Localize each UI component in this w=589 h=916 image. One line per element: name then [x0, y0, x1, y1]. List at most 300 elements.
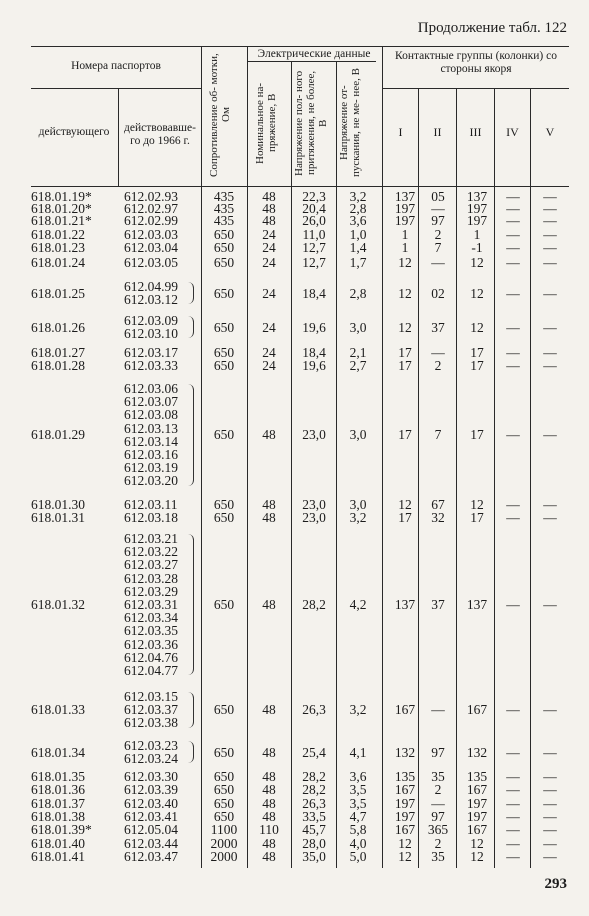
cell-n: 48: [262, 201, 276, 216]
contact-group-cell: 12: [398, 255, 412, 270]
contact-group-cell: —: [506, 227, 520, 242]
cell-n: 24: [262, 285, 276, 301]
contact-group-cell: -1: [471, 240, 483, 255]
old-passport-number: 612.03.08: [124, 407, 178, 423]
contact-group-cell: 17: [398, 510, 412, 525]
contact-group-cell: 12: [470, 836, 484, 851]
cell-p: 18,4: [302, 345, 326, 360]
cell-n: 24: [262, 240, 276, 255]
contact-group-cell: 12: [398, 849, 412, 864]
cell-n: 48: [262, 744, 276, 760]
cell-o: 1,0: [349, 227, 367, 242]
contact-group-cell: 12: [470, 285, 484, 301]
contact-group-cell: —: [506, 809, 520, 824]
contact-group-cell: 97: [431, 213, 445, 228]
contact-group-cell: 02: [431, 285, 445, 301]
cell-n: 24: [262, 319, 276, 335]
group-brace: [187, 282, 194, 304]
cell-r: 2000: [210, 849, 238, 864]
contact-group-cell: —: [543, 796, 557, 811]
old-passport-number: 612.03.04: [124, 240, 178, 255]
cell-n: 48: [262, 796, 276, 811]
group-brace: [187, 692, 194, 728]
contact-group-cell: —: [543, 497, 557, 512]
contact-group-cell: —: [431, 796, 445, 811]
contact-group-cell: 1: [473, 227, 481, 242]
old-passport-number: 612.04.76: [124, 649, 178, 665]
cell-r: 650: [213, 782, 235, 797]
cell-p: 25,4: [302, 744, 326, 760]
current-passport-number: 618.01.35: [31, 769, 85, 784]
contact-group-cell: —: [506, 255, 520, 270]
contact-group-cell: 17: [470, 510, 484, 525]
contact-group-cell: —: [431, 201, 445, 216]
old-passport-number: 612.03.24: [124, 751, 178, 767]
contact-group-cell: —: [543, 822, 557, 837]
cell-o: 4,1: [349, 744, 367, 760]
cell-p: 28,2: [302, 597, 326, 612]
current-passport-number: 618.01.22: [31, 227, 85, 242]
header-contact-IV: IV: [506, 125, 519, 139]
cell-p: 19,6: [302, 319, 326, 335]
contact-group-cell: —: [431, 702, 445, 718]
cell-p: 22,3: [302, 189, 326, 204]
contact-group-cell: —: [506, 510, 520, 525]
contact-group-cell: —: [543, 345, 557, 360]
cell-p: 35,0: [302, 849, 326, 864]
contact-group-cell: —: [431, 255, 445, 270]
old-passport-number: 612.03.44: [124, 836, 178, 851]
cell-n: 48: [262, 809, 276, 824]
cell-p: 23,0: [302, 427, 326, 443]
cell-o: 1,4: [349, 240, 367, 255]
cell-o: 3,0: [349, 427, 367, 443]
contact-group-cell: —: [543, 285, 557, 301]
header-resistance: Сопротивление об- мотки, Ом: [208, 53, 232, 177]
old-passport-number: 612.02.97: [124, 201, 178, 216]
current-passport-number: 618.01.28: [31, 358, 85, 373]
header-contact-III: III: [469, 125, 482, 139]
cell-p: 18,4: [302, 285, 326, 301]
cell-n: 48: [262, 702, 276, 718]
contact-group-cell: 37: [431, 319, 445, 335]
cell-p: 19,6: [302, 358, 326, 373]
contact-group-cell: —: [543, 227, 557, 242]
current-passport-number: 618.01.26: [31, 319, 85, 335]
cell-r: 650: [213, 285, 235, 301]
contact-group-cell: 35: [431, 849, 445, 864]
contact-group-cell: 137: [394, 597, 416, 612]
contact-group-cell: 1: [401, 227, 409, 242]
cell-n: 48: [262, 782, 276, 797]
contact-group-cell: 197: [466, 201, 488, 216]
current-passport-number: 618.01.40: [31, 836, 85, 851]
cell-o: 2,8: [349, 201, 367, 216]
group-brace: [187, 741, 194, 763]
contact-group-cell: 1: [401, 240, 409, 255]
header-before-1966: действовавше- го до 1966 г.: [124, 122, 196, 147]
cell-r: 650: [213, 769, 235, 784]
old-passport-number: 612.03.18: [124, 510, 178, 525]
current-passport-number: 618.01.38: [31, 809, 85, 824]
contact-group-cell: 132: [466, 744, 488, 760]
col-divider: [336, 61, 337, 868]
old-passport-number: 612.03.47: [124, 849, 178, 864]
current-passport-number: 618.01.30: [31, 497, 85, 512]
contact-group-cell: —: [506, 358, 520, 373]
contact-group-cell: —: [543, 782, 557, 797]
cell-r: 650: [213, 319, 235, 335]
header-pull-in: Напряжение пол- ного притяжения, не более, В: [293, 70, 329, 176]
contact-group-cell: 2: [434, 836, 442, 851]
contact-group-cell: 97: [431, 744, 445, 760]
contact-group-cell: 05: [431, 189, 445, 204]
contact-group-cell: 17: [398, 358, 412, 373]
current-passport-number: 618.01.19*: [31, 189, 92, 204]
contact-group-cell: 167: [394, 822, 416, 837]
old-passport-number: 612.03.35: [124, 623, 178, 639]
cell-o: 3,5: [349, 796, 367, 811]
current-passport-number: 618.01.20*: [31, 201, 92, 216]
contact-group-cell: —: [543, 510, 557, 525]
cell-p: 33,5: [302, 809, 326, 824]
cell-r: 650: [213, 809, 235, 824]
current-passport-number: 618.01.36: [31, 782, 85, 797]
header-contact-V: V: [545, 125, 555, 139]
contact-group-cell: 197: [394, 809, 416, 824]
header-contact-II: II: [433, 125, 442, 139]
contact-group-cell: 12: [398, 319, 412, 335]
current-passport-number: 618.01.32: [31, 597, 85, 612]
contact-group-cell: —: [543, 319, 557, 335]
current-passport-number: 618.01.27: [31, 345, 85, 360]
current-passport-number: 618.01.24: [31, 255, 85, 270]
cell-r: 650: [213, 240, 235, 255]
cell-r: 2000: [210, 836, 238, 851]
old-passport-number: 612.03.20: [124, 473, 178, 489]
contact-group-cell: —: [506, 497, 520, 512]
header-top-rule: [31, 46, 569, 47]
cell-n: 110: [259, 822, 279, 837]
old-passport-number: 612.03.37: [124, 702, 178, 718]
cell-p: 12,7: [302, 240, 326, 255]
contact-group-cell: —: [506, 189, 520, 204]
cell-o: 5,8: [349, 822, 367, 837]
contact-group-cell: —: [506, 213, 520, 228]
old-passport-number: 612.03.30: [124, 769, 178, 784]
contact-group-cell: —: [543, 358, 557, 373]
old-passport-number: 612.04.77: [124, 663, 178, 678]
contact-group-cell: —: [506, 702, 520, 718]
cell-r: 435: [213, 213, 235, 228]
contact-group-cell: —: [543, 702, 557, 718]
contact-group-cell: 12: [470, 255, 484, 270]
old-passport-number: 612.03.27: [124, 557, 178, 573]
contact-group-cell: 132: [394, 744, 416, 760]
cell-p: 23,0: [302, 510, 326, 525]
header-contacts: Контактные группы (колонки) со стороны якоря: [395, 50, 557, 75]
old-passport-number: 612.04.99: [124, 279, 178, 294]
contact-group-cell: 17: [470, 427, 484, 443]
contact-group-cell: —: [543, 189, 557, 204]
old-passport-number: 612.05.04: [124, 822, 178, 837]
cell-r: 650: [213, 510, 235, 525]
old-passport-number: 612.03.39: [124, 782, 178, 797]
cell-o: 2,7: [349, 358, 367, 373]
cell-p: 26,3: [302, 796, 326, 811]
contact-group-cell: 197: [394, 796, 416, 811]
page-number: 293: [544, 876, 567, 892]
old-passport-number: 612.03.33: [124, 358, 178, 373]
cell-r: 1100: [210, 822, 238, 837]
old-passport-number: 612.03.15: [124, 689, 178, 704]
old-passport-number: 612.03.21: [124, 531, 178, 546]
current-passport-number: 618.01.34: [31, 744, 85, 760]
current-passport-number: 618.01.39*: [31, 822, 92, 837]
contact-group-cell: 167: [466, 822, 488, 837]
old-passport-number: 612.03.40: [124, 796, 178, 811]
cell-r: 650: [213, 345, 235, 360]
header-release: Напряжение от- пускания, не ме- нее, В: [338, 68, 362, 178]
contact-group-cell: —: [543, 240, 557, 255]
contact-group-cell: —: [506, 597, 520, 612]
header-nominal: Номинальное на- пряжение, В: [254, 82, 278, 164]
cell-r: 650: [213, 597, 235, 612]
old-passport-number: 612.03.22: [124, 544, 178, 560]
current-passport-number: 618.01.29: [31, 427, 85, 443]
old-passport-number: 612.03.19: [124, 460, 178, 476]
contact-group-cell: 137: [394, 189, 416, 204]
contact-group-cell: 137: [466, 189, 488, 204]
cell-n: 24: [262, 227, 276, 242]
old-passport-number: 612.03.31: [124, 597, 178, 612]
cell-r: 435: [213, 189, 235, 204]
contact-group-cell: 167: [394, 782, 416, 797]
cell-n: 24: [262, 358, 276, 373]
col-divider: [247, 46, 248, 868]
cell-r: 650: [213, 796, 235, 811]
contact-group-cell: 17: [398, 345, 412, 360]
cell-o: 5,0: [349, 849, 367, 864]
cell-n: 48: [262, 510, 276, 525]
old-passport-number: 612.03.13: [124, 420, 178, 436]
old-passport-number: 612.03.36: [124, 636, 178, 652]
contact-group-cell: —: [543, 809, 557, 824]
header-electrical: Электрические данные: [257, 48, 371, 60]
contact-group-cell: —: [543, 201, 557, 216]
contact-group-cell: 12: [470, 497, 484, 512]
contact-group-cell: 17: [470, 345, 484, 360]
old-passport-number: 612.03.29: [124, 583, 178, 599]
contact-group-cell: 67: [431, 497, 445, 512]
old-passport-number: 612.03.10: [124, 326, 178, 342]
contact-group-cell: 167: [394, 702, 416, 718]
contact-group-cell: 197: [466, 809, 488, 824]
header-current: действующего: [38, 126, 110, 138]
old-passport-number: 612.03.17: [124, 345, 178, 360]
group-brace: [187, 384, 194, 486]
header-passports: Номера паспортов: [71, 60, 161, 72]
contact-group-cell: 197: [394, 201, 416, 216]
contact-group-cell: —: [543, 213, 557, 228]
contact-group-cell: —: [543, 597, 557, 612]
contact-group-cell: 12: [398, 836, 412, 851]
electrical-sub-rule: [248, 61, 376, 62]
current-passport-number: 618.01.23: [31, 240, 85, 255]
cell-o: 4,2: [349, 597, 367, 612]
contact-group-cell: 137: [466, 597, 488, 612]
contact-group-cell: 12: [398, 285, 412, 301]
cell-r: 650: [213, 227, 235, 242]
current-passport-number: 618.01.25: [31, 285, 85, 301]
contact-group-cell: —: [506, 744, 520, 760]
contact-group-cell: —: [506, 319, 520, 335]
old-passport-number: 612.03.11: [124, 497, 178, 512]
passports-sub-rule: [31, 88, 201, 89]
contact-group-cell: —: [506, 240, 520, 255]
cell-r: 650: [213, 497, 235, 512]
contact-group-cell: —: [506, 836, 520, 851]
old-passport-number: 612.03.16: [124, 447, 178, 462]
cell-o: 3,2: [349, 189, 367, 204]
cell-o: 3,2: [349, 510, 367, 525]
contact-group-cell: 197: [466, 796, 488, 811]
old-passport-number: 612.03.34: [124, 610, 178, 626]
table-caption: Продолжение табл. 122: [417, 20, 567, 36]
contact-group-cell: —: [506, 849, 520, 864]
cell-n: 24: [262, 345, 276, 360]
col-divider: [382, 46, 383, 868]
old-passport-number: 612.03.38: [124, 715, 178, 731]
cell-p: 11,0: [302, 227, 326, 242]
contact-group-cell: 135: [466, 769, 488, 784]
current-passport-number: 618.01.41: [31, 849, 85, 864]
cell-r: 650: [213, 255, 235, 270]
old-passport-number: 612.03.14: [124, 433, 178, 449]
contact-group-cell: 17: [398, 427, 412, 443]
contact-group-cell: —: [543, 769, 557, 784]
contact-group-cell: 135: [394, 769, 416, 784]
contact-group-cell: 12: [470, 849, 484, 864]
cell-r: 435: [213, 201, 235, 216]
cell-o: 3,5: [349, 782, 367, 797]
contact-group-cell: 32: [431, 510, 445, 525]
cell-n: 48: [262, 497, 276, 512]
cell-r: 650: [213, 358, 235, 373]
cell-n: 48: [262, 597, 276, 612]
cell-o: 3,0: [349, 319, 367, 335]
old-passport-number: 612.02.93: [124, 189, 178, 204]
cell-n: 48: [262, 189, 276, 204]
contact-group-cell: 12: [398, 497, 412, 512]
cell-n: 48: [262, 769, 276, 784]
contact-group-cell: —: [543, 427, 557, 443]
cell-o: 4,0: [349, 836, 367, 851]
group-brace: [187, 534, 194, 675]
cell-p: 45,7: [302, 822, 326, 837]
old-passport-number: 612.03.28: [124, 570, 178, 586]
contact-group-cell: —: [543, 744, 557, 760]
contact-group-cell: —: [506, 345, 520, 360]
old-passport-number: 612.03.09: [124, 313, 178, 328]
contact-group-cell: 12: [470, 319, 484, 335]
cell-o: 3,2: [349, 702, 367, 718]
old-passport-number: 612.03.06: [124, 381, 178, 396]
contact-group-cell: —: [543, 836, 557, 851]
cell-r: 650: [213, 702, 235, 718]
header-contact-I: I: [398, 125, 403, 139]
contact-group-cell: 167: [466, 702, 488, 718]
current-passport-number: 618.01.21*: [31, 213, 92, 228]
contact-group-cell: —: [506, 782, 520, 797]
contact-group-cell: —: [506, 427, 520, 443]
col-divider: [118, 88, 119, 186]
cell-o: 3,0: [349, 497, 367, 512]
old-passport-number: 612.03.07: [124, 394, 178, 410]
contact-group-cell: 197: [466, 213, 488, 228]
cell-o: 2,1: [349, 345, 367, 360]
contact-group-cell: —: [506, 201, 520, 216]
old-passport-number: 612.03.41: [124, 809, 178, 824]
contact-group-cell: 37: [431, 597, 445, 612]
cell-r: 650: [213, 427, 235, 443]
contact-group-cell: 97: [431, 809, 445, 824]
cell-o: 1,7: [349, 255, 367, 270]
contacts-sub-rule: [383, 88, 569, 89]
cell-p: 28,2: [302, 782, 326, 797]
cell-p: 23,0: [302, 497, 326, 512]
contact-group-cell: 2: [434, 227, 442, 242]
cell-p: 20,4: [302, 201, 326, 216]
contact-group-cell: —: [506, 822, 520, 837]
contact-group-cell: 2: [434, 358, 442, 373]
header-bottom-rule: [31, 186, 569, 187]
contact-group-cell: 7: [434, 427, 442, 443]
contact-group-cell: 167: [466, 782, 488, 797]
contact-group-cell: 17: [470, 358, 484, 373]
cell-p: 26,0: [302, 213, 326, 228]
contact-group-cell: 365: [427, 822, 449, 837]
col-divider: [291, 61, 292, 868]
cell-n: 48: [262, 849, 276, 864]
contact-group-cell: 7: [434, 240, 442, 255]
old-passport-number: 612.03.05: [124, 255, 178, 270]
cell-o: 2,8: [349, 285, 367, 301]
cell-n: 48: [262, 213, 276, 228]
contact-group-cell: —: [506, 769, 520, 784]
cell-r: 650: [213, 744, 235, 760]
cell-p: 28,2: [302, 769, 326, 784]
current-passport-number: 618.01.37: [31, 796, 85, 811]
cell-n: 48: [262, 836, 276, 851]
contact-group-cell: —: [543, 849, 557, 864]
current-passport-number: 618.01.33: [31, 702, 85, 718]
contact-group-cell: —: [543, 255, 557, 270]
contact-group-cell: —: [431, 345, 445, 360]
current-passport-number: 618.01.31: [31, 510, 85, 525]
contact-group-cell: 197: [394, 213, 416, 228]
cell-o: 3,6: [349, 769, 367, 784]
cell-n: 48: [262, 427, 276, 443]
old-passport-number: 612.03.12: [124, 292, 178, 308]
cell-o: 3,6: [349, 213, 367, 228]
contact-group-cell: 35: [431, 769, 445, 784]
old-passport-number: 612.02.99: [124, 213, 178, 228]
contact-group-cell: 2: [434, 782, 442, 797]
cell-n: 24: [262, 255, 276, 270]
old-passport-number: 612.03.03: [124, 227, 178, 242]
contact-group-cell: —: [506, 285, 520, 301]
